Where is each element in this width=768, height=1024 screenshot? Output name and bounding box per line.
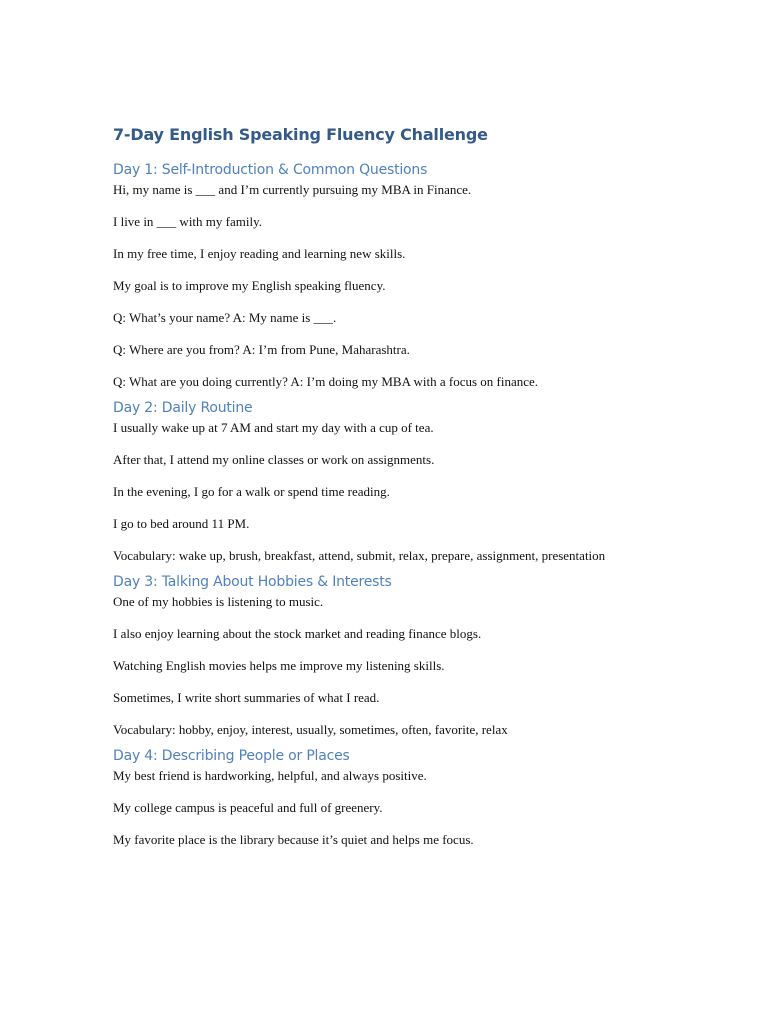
section-day-3: [113, 572, 673, 740]
paragraph: My college campus is peaceful and full of greenery.: [113, 800, 383, 815]
paragraph: In my free time, I enjoy reading and learning new skills.: [113, 246, 406, 261]
paragraph: Watching English movies helps me improve my listening skills.: [113, 658, 445, 673]
section-day-1: [113, 160, 673, 392]
paragraph: My best friend is hardworking, helpful, and always positive.: [113, 768, 427, 783]
section-day-4: [113, 746, 673, 850]
paragraph: Vocabulary: wake up, brush, breakfast, attend, submit, relax, prepare, assignment, presentation: [113, 548, 606, 563]
paragraph: One of my hobbies is listening to music.: [113, 594, 324, 609]
paragraph: I go to bed around 11 PM.: [113, 516, 250, 531]
paragraph: After that, I attend my online classes or work on assignments.: [113, 452, 435, 467]
paragraph: Q: Where are you from? A: I’m from Pune, Maharashtra.: [113, 342, 410, 357]
section-body: [113, 180, 673, 392]
paragraph: Q: What are you doing currently? A: I’m doing my MBA with a focus on finance.: [113, 374, 539, 389]
section-day-2: [113, 398, 673, 566]
section-body: [113, 592, 673, 740]
paragraph: Sometimes, I write short summaries of what I read.: [113, 690, 380, 705]
paragraph: In the evening, I go for a walk or spend time reading.: [113, 484, 390, 499]
paragraph: Q: What’s your name? A: My name is ___.: [113, 310, 337, 325]
section-heading: Day 4: Describing People or Places: [113, 748, 350, 764]
paragraph: My favorite place is the library because it’s quiet and helps me focus.: [113, 832, 474, 847]
paragraph: I usually wake up at 7 AM and start my day with a cup of tea.: [113, 420, 434, 435]
paragraph: Vocabulary: hobby, enjoy, interest, usually, sometimes, often, favorite, relax: [113, 722, 508, 737]
paragraph: I live in ___ with my family.: [113, 214, 262, 229]
section-heading: Day 2: Daily Routine: [113, 400, 253, 416]
document-page: [113, 124, 673, 856]
paragraph: My goal is to improve my English speaking fluency.: [113, 278, 386, 293]
paragraph: Hi, my name is ___ and I’m currently pursuing my MBA in Finance.: [113, 182, 472, 197]
section-heading: Day 3: Talking About Hobbies & Interests: [113, 574, 392, 590]
document-title: 7-Day English Speaking Fluency Challenge: [113, 125, 488, 144]
section-body: [113, 418, 673, 566]
section-body: [113, 766, 673, 850]
section-heading: Day 1: Self-Introduction & Common Questions: [113, 162, 428, 178]
paragraph: I also enjoy learning about the stock market and reading finance blogs.: [113, 626, 482, 641]
